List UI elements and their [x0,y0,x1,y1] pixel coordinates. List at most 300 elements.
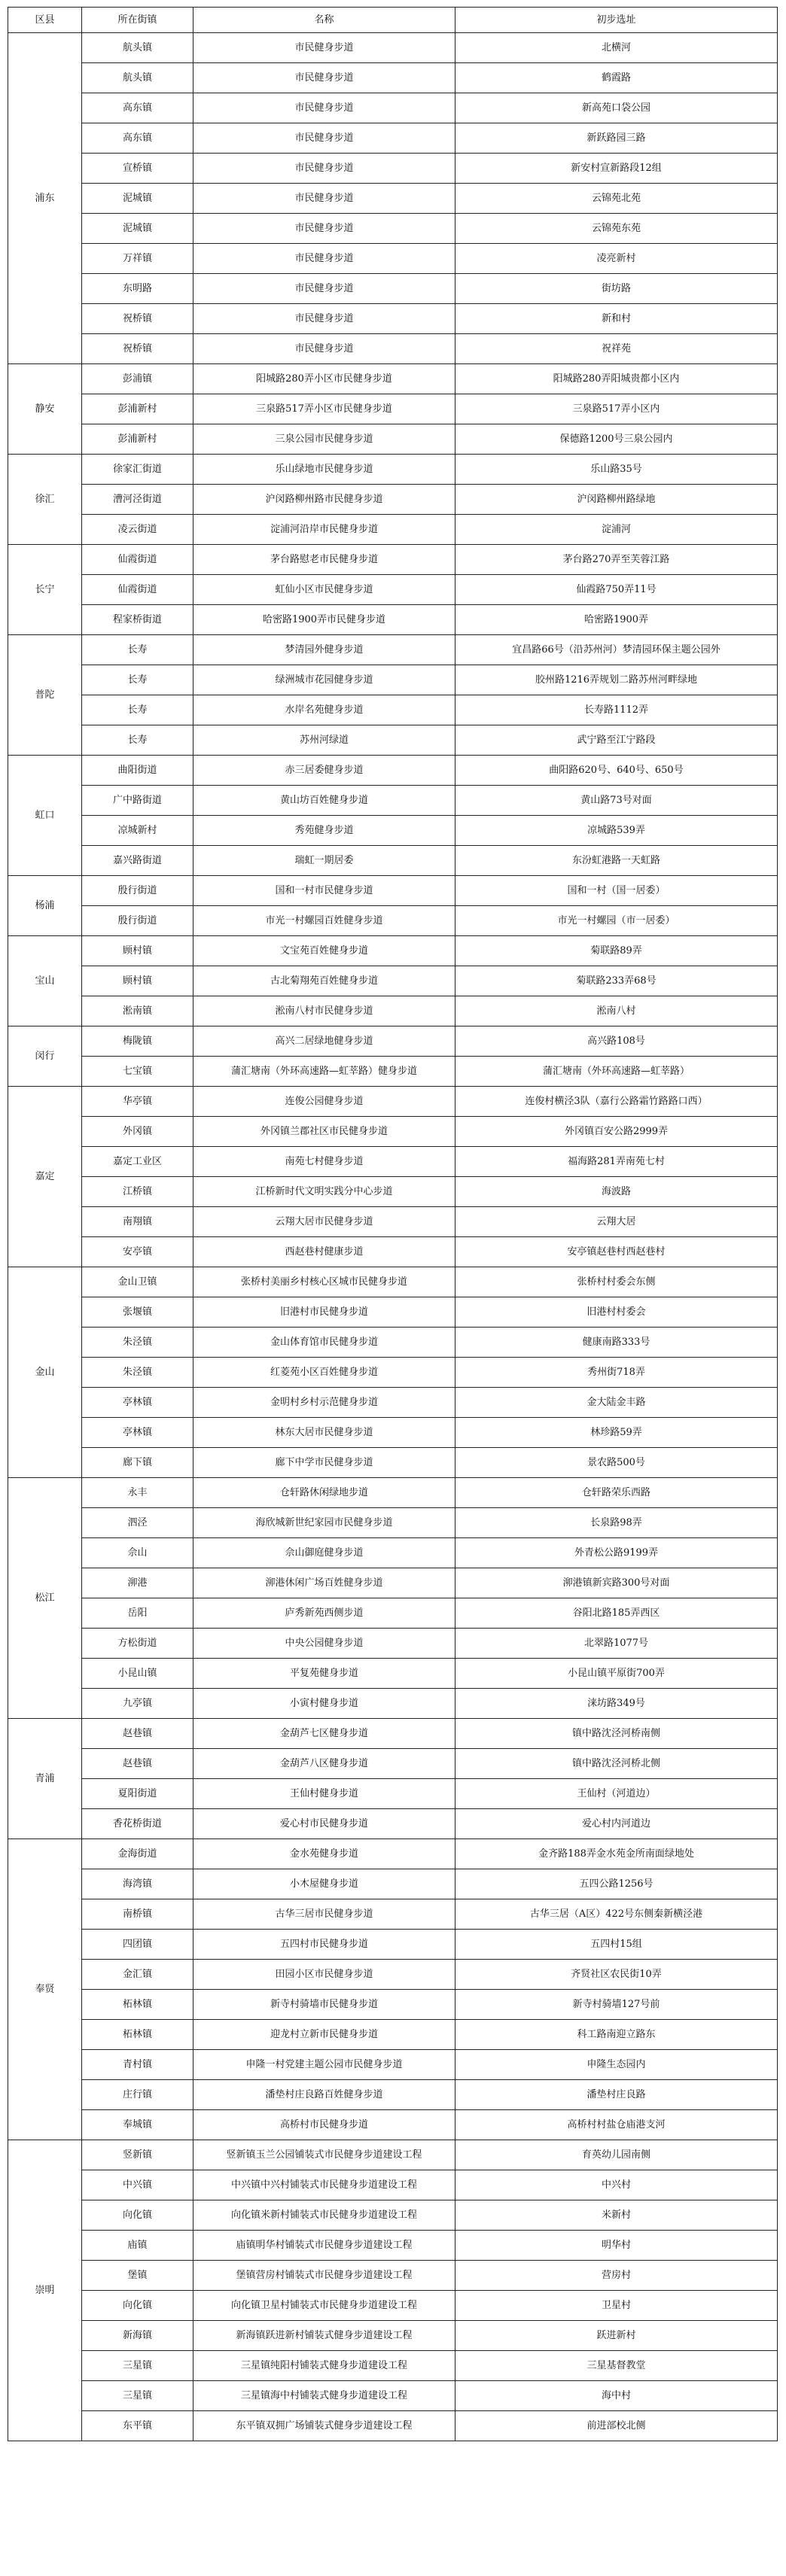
table-row [8,1629,778,1659]
street-cell: 赵巷镇 [82,1749,193,1779]
table-row [8,1328,778,1358]
name-cell: 王仙村健身步道 [193,1779,455,1809]
address-cell: 市光一村螺园（市一居委） [455,906,778,936]
street-cell: 顾村镇 [82,936,193,966]
address-cell: 北翠路1077号 [455,1629,778,1659]
name-cell: 向化镇米新村铺装式市民健身步道建设工程 [193,2200,455,2231]
address-cell: 长泉路98弄 [455,1508,778,1538]
district-cell: 长宁 [8,545,82,635]
name-cell: 南苑七村健身步道 [193,1147,455,1177]
address-cell: 连俊村横泾3队（嘉行公路霜竹路路口西） [455,1087,778,1117]
table-row [8,725,778,756]
table-row [8,2110,778,2140]
street-cell: 仙霞街道 [82,545,193,575]
table-row [8,2321,778,2351]
name-cell: 市民健身步道 [193,184,455,214]
address-cell: 仓轩路荣乐西路 [455,1478,778,1508]
street-cell: 殷行街道 [82,906,193,936]
table-row [8,2291,778,2321]
street-cell: 佘山 [82,1538,193,1568]
header-street: 所在街镇 [82,8,193,33]
address-cell: 凌亮新村 [455,244,778,274]
name-cell: 市民健身步道 [193,274,455,304]
name-cell: 淞南八村市民健身步道 [193,996,455,1026]
address-cell: 涞坊路349号 [455,1689,778,1719]
address-cell: 淀浦河 [455,515,778,545]
address-cell: 武宁路至江宁路段 [455,725,778,756]
street-cell: 彭浦镇 [82,364,193,394]
table-row [8,1930,778,1960]
table-row [8,1147,778,1177]
table-row [8,1719,778,1749]
name-cell: 三泉路517弄小区市民健身步道 [193,394,455,424]
address-cell: 金齐路188弄金水苑金所南面绿地处 [455,1839,778,1869]
street-cell: 赵巷镇 [82,1719,193,1749]
table-row [8,1779,778,1809]
address-cell: 菊联路233弄68号 [455,966,778,996]
address-cell: 三星基督教堂 [455,2351,778,2381]
address-cell: 新和村 [455,304,778,334]
street-cell: 长寿 [82,635,193,665]
street-cell: 九亭镇 [82,1689,193,1719]
address-cell: 卫星村 [455,2291,778,2321]
street-cell: 凌云街道 [82,515,193,545]
street-cell: 万祥镇 [82,244,193,274]
street-cell: 小昆山镇 [82,1659,193,1689]
table-row [8,1026,778,1057]
address-cell: 哈密路1900弄 [455,605,778,635]
table-row [8,2050,778,2080]
name-cell: 市民健身步道 [193,33,455,63]
address-cell: 中兴村 [455,2170,778,2200]
street-cell: 三星镇 [82,2351,193,2381]
name-cell: 东平镇双拥广场铺装式健身步道建设工程 [193,2411,455,2441]
table-row [8,244,778,274]
name-cell: 三星镇纯阳村铺装式健身步道建设工程 [193,2351,455,2381]
street-cell: 长寿 [82,725,193,756]
address-cell: 泖港镇新宾路300号对面 [455,1568,778,1598]
name-cell: 瑞虹一期居委 [193,846,455,876]
table-row [8,214,778,244]
table-row [8,1749,778,1779]
table-row [8,936,778,966]
table-row [8,2170,778,2200]
street-cell: 新海镇 [82,2321,193,2351]
address-cell: 科工路南迎立路东 [455,2020,778,2050]
name-cell: 阳城路280弄小区市民健身步道 [193,364,455,394]
table-body [8,33,778,2441]
address-cell: 爱心村内河道边 [455,1809,778,1839]
address-cell: 小昆山镇平原街700弄 [455,1659,778,1689]
name-cell: 佘山御庭健身步道 [193,1538,455,1568]
street-cell: 香花桥街道 [82,1809,193,1839]
name-cell: 申隆一村党建主题公园市民健身步道 [193,2050,455,2080]
table-row [8,635,778,665]
name-cell: 中央公园健身步道 [193,1629,455,1659]
street-cell: 梅陇镇 [82,1026,193,1057]
name-cell: 市民健身步道 [193,123,455,154]
name-cell: 高桥村市民健身步道 [193,2110,455,2140]
street-cell: 彭浦新村 [82,424,193,455]
name-cell: 蒲汇塘南（外环高速路—虹莘路）健身步道 [193,1057,455,1087]
table-row [8,334,778,364]
name-cell: 庙镇明华村铺装式市民健身步道建设工程 [193,2231,455,2261]
street-cell: 嘉定工业区 [82,1147,193,1177]
name-cell: 连俊公园健身步道 [193,1087,455,1117]
street-cell: 殷行街道 [82,876,193,906]
table-row [8,184,778,214]
district-cell: 奉贤 [8,1839,82,2140]
name-cell: 市民健身步道 [193,304,455,334]
street-cell: 高东镇 [82,93,193,123]
table-row [8,1809,778,1839]
street-cell: 向化镇 [82,2291,193,2321]
address-cell: 保德路1200号三泉公园内 [455,424,778,455]
street-cell: 长寿 [82,665,193,695]
address-cell: 育英幼儿园南侧 [455,2140,778,2170]
street-cell: 泖港 [82,1568,193,1598]
address-cell: 旧港村村委会 [455,1297,778,1328]
table-row [8,996,778,1026]
address-cell: 沪闵路柳州路绿地 [455,485,778,515]
table-row [8,154,778,184]
table-row [8,1689,778,1719]
street-cell: 向化镇 [82,2200,193,2231]
name-cell: 庐秀新苑西侧步道 [193,1598,455,1629]
table-row [8,1598,778,1629]
name-cell: 海欣城新世纪家园市民健身步道 [193,1508,455,1538]
header-address: 初步选址 [455,8,778,33]
street-cell: 漕河泾街道 [82,485,193,515]
street-cell: 夏阳街道 [82,1779,193,1809]
name-cell: 田园小区市民健身步道 [193,1960,455,1990]
name-cell: 市光一村螺园百姓健身步道 [193,906,455,936]
table-row [8,1388,778,1418]
name-cell: 潘垫村庄良路百姓健身步道 [193,2080,455,2110]
table-row [8,786,778,816]
table-row [8,1087,778,1117]
address-cell: 云锦苑东苑 [455,214,778,244]
street-cell: 宣桥镇 [82,154,193,184]
name-cell: 市民健身步道 [193,93,455,123]
name-cell: 乐山绿地市民健身步道 [193,455,455,485]
street-cell: 三星镇 [82,2381,193,2411]
address-cell: 新跃路园三路 [455,123,778,154]
address-cell: 张桥村村委会东侧 [455,1267,778,1297]
name-cell: 黄山坊百姓健身步道 [193,786,455,816]
name-cell: 云翔大居市民健身步道 [193,1207,455,1237]
street-cell: 亭林镇 [82,1418,193,1448]
table-row [8,756,778,786]
street-cell: 泥城镇 [82,184,193,214]
table-row [8,575,778,605]
name-cell: 茅台路慰老市民健身步道 [193,545,455,575]
district-cell: 青浦 [8,1719,82,1839]
street-cell: 祝桥镇 [82,334,193,364]
header-district: 区县 [8,8,82,33]
district-cell: 嘉定 [8,1087,82,1267]
address-cell: 长寿路1112弄 [455,695,778,725]
fitness-trail-table [8,7,778,2441]
street-cell: 东明路 [82,274,193,304]
table-row [8,1177,778,1207]
address-cell: 祝祥苑 [455,334,778,364]
table-row [8,1960,778,1990]
table-row [8,1207,778,1237]
name-cell: 绿洲城市花园健身步道 [193,665,455,695]
address-cell: 菊联路89弄 [455,936,778,966]
name-cell: 外冈镇兰郡社区市民健身步道 [193,1117,455,1147]
address-cell: 海中村 [455,2381,778,2411]
address-cell: 潘垫村庄良路 [455,2080,778,2110]
table-row [8,364,778,394]
street-cell: 彭浦新村 [82,394,193,424]
table-row [8,1869,778,1899]
address-cell: 米新村 [455,2200,778,2231]
street-cell: 奉城镇 [82,2110,193,2140]
name-cell: 文宝苑百姓健身步道 [193,936,455,966]
district-cell: 虹口 [8,756,82,876]
table-row [8,424,778,455]
address-cell: 北横河 [455,33,778,63]
table-row [8,304,778,334]
street-cell: 安亭镇 [82,1237,193,1267]
street-cell: 竖新镇 [82,2140,193,2170]
name-cell: 红菱苑小区百姓健身步道 [193,1358,455,1388]
table-row [8,123,778,154]
address-cell: 前进部校北侧 [455,2411,778,2441]
name-cell: 迎龙村立新市民健身步道 [193,2020,455,2050]
address-cell: 谷阳北路185弄西区 [455,1598,778,1629]
street-cell: 江桥镇 [82,1177,193,1207]
name-cell: 泖港休闲广场百姓健身步道 [193,1568,455,1598]
table-row [8,2351,778,2381]
name-cell: 高兴二居绿地健身步道 [193,1026,455,1057]
name-cell: 市民健身步道 [193,214,455,244]
table-row [8,1237,778,1267]
table-row [8,1538,778,1568]
address-cell: 鹤霞路 [455,63,778,93]
name-cell: 国和一村市民健身步道 [193,876,455,906]
district-cell: 崇明 [8,2140,82,2441]
address-cell: 曲阳路620号、640号、650号 [455,756,778,786]
district-cell: 浦东 [8,33,82,364]
address-cell: 外青松公路9199弄 [455,1538,778,1568]
district-cell: 徐汇 [8,455,82,545]
street-cell: 廊下镇 [82,1448,193,1478]
street-cell: 泥城镇 [82,214,193,244]
table-row [8,846,778,876]
address-cell: 仙霞路750弄11号 [455,575,778,605]
table-row [8,1568,778,1598]
street-cell: 亭林镇 [82,1388,193,1418]
street-cell: 方松街道 [82,1629,193,1659]
address-cell: 凉城路539弄 [455,816,778,846]
name-cell: 秀苑健身步道 [193,816,455,846]
address-cell: 国和一村（国一居委） [455,876,778,906]
table-row [8,1899,778,1930]
table-row [8,545,778,575]
table-row [8,455,778,485]
table-row [8,2411,778,2441]
street-cell: 祝桥镇 [82,304,193,334]
address-cell: 云锦苑北苑 [455,184,778,214]
address-cell: 新高苑口袋公园 [455,93,778,123]
name-cell: 小木屋健身步道 [193,1869,455,1899]
address-cell: 福海路281弄南苑七村 [455,1147,778,1177]
table-row [8,1057,778,1087]
name-cell: 金葫芦八区健身步道 [193,1749,455,1779]
address-cell: 蒲汇塘南（外环高速路—虹莘路） [455,1057,778,1087]
street-cell: 海湾镇 [82,1869,193,1899]
name-cell: 张桥村美丽乡村核心区城市民健身步道 [193,1267,455,1297]
street-cell: 凉城新村 [82,816,193,846]
address-cell: 胶州路1216弄规划二路苏州河畔绿地 [455,665,778,695]
name-cell: 竖新镇玉兰公园铺装式市民健身步道建设工程 [193,2140,455,2170]
street-cell: 柘林镇 [82,2020,193,2050]
name-cell: 堡镇营房村铺装式市民健身步道建设工程 [193,2261,455,2291]
address-cell: 王仙村（河道边） [455,1779,778,1809]
name-cell: 沪闵路柳州路市民健身步道 [193,485,455,515]
street-cell: 外冈镇 [82,1117,193,1147]
district-cell: 宝山 [8,936,82,1026]
name-cell: 市民健身步道 [193,334,455,364]
table-row [8,1297,778,1328]
table-row [8,2140,778,2170]
table-row [8,33,778,63]
table-row [8,695,778,725]
address-cell: 乐山路35号 [455,455,778,485]
name-cell: 平复苑健身步道 [193,1659,455,1689]
address-cell: 景农路500号 [455,1448,778,1478]
table-row [8,1448,778,1478]
table-row [8,2231,778,2261]
address-cell: 阳城路280弄阳城贵都小区内 [455,364,778,394]
street-cell: 华亭镇 [82,1087,193,1117]
name-cell: 金葫芦七区健身步道 [193,1719,455,1749]
address-cell: 镇中路沈泾河桥南侧 [455,1719,778,1749]
street-cell: 柘林镇 [82,1990,193,2020]
table-row [8,394,778,424]
address-cell: 五四公路1256号 [455,1869,778,1899]
table-row [8,605,778,635]
street-cell: 金海街道 [82,1839,193,1869]
name-cell: 林东大居市民健身步道 [193,1418,455,1448]
name-cell: 旧港村市民健身步道 [193,1297,455,1328]
table-row [8,2261,778,2291]
name-cell: 市民健身步道 [193,154,455,184]
street-cell: 航头镇 [82,33,193,63]
name-cell: 古华三居市民健身步道 [193,1899,455,1930]
table-row [8,63,778,93]
address-cell: 黄山路73号对面 [455,786,778,816]
district-cell: 松江 [8,1478,82,1719]
street-cell: 金山卫镇 [82,1267,193,1297]
table-row [8,1659,778,1689]
address-cell: 三泉路517弄小区内 [455,394,778,424]
address-cell: 海波路 [455,1177,778,1207]
address-cell: 金大陆金丰路 [455,1388,778,1418]
address-cell: 新寺村骑墙127号前 [455,1990,778,2020]
address-cell: 安亭镇赵巷村西赵巷村 [455,1237,778,1267]
table-row [8,1418,778,1448]
street-cell: 张堰镇 [82,1297,193,1328]
street-cell: 顾村镇 [82,966,193,996]
district-cell: 闵行 [8,1026,82,1087]
table-row [8,906,778,936]
table-row [8,1117,778,1147]
name-cell: 廊下中学市民健身步道 [193,1448,455,1478]
name-cell: 中兴镇中兴村铺装式市民健身步道建设工程 [193,2170,455,2200]
district-cell: 静安 [8,364,82,455]
street-cell: 中兴镇 [82,2170,193,2200]
street-cell: 永丰 [82,1478,193,1508]
street-cell: 庄行镇 [82,2080,193,2110]
address-cell: 秀州街718弄 [455,1358,778,1388]
street-cell: 航头镇 [82,63,193,93]
street-cell: 淞南镇 [82,996,193,1026]
address-cell: 茅台路270弄至芙蓉江路 [455,545,778,575]
district-cell: 杨浦 [8,876,82,936]
address-cell: 街坊路 [455,274,778,304]
table-row [8,1267,778,1297]
name-cell: 金山体育馆市民健身步道 [193,1328,455,1358]
address-cell: 高兴路108号 [455,1026,778,1057]
address-cell: 云翔大居 [455,1207,778,1237]
name-cell: 新寺村骑墙市民健身步道 [193,1990,455,2020]
table-row [8,876,778,906]
table-row [8,515,778,545]
name-cell: 哈密路1900弄市民健身步道 [193,605,455,635]
address-cell: 高桥村村盐仓庙港支河 [455,2110,778,2140]
address-cell: 五四村15组 [455,1930,778,1960]
street-cell: 金汇镇 [82,1960,193,1990]
street-cell: 曲阳街道 [82,756,193,786]
name-cell: 新海镇跃进新村铺装式健身步道建设工程 [193,2321,455,2351]
address-cell: 明华村 [455,2231,778,2261]
street-cell: 庙镇 [82,2231,193,2261]
name-cell: 市民健身步道 [193,63,455,93]
street-cell: 四团镇 [82,1930,193,1960]
name-cell: 西赵巷村健康步道 [193,1237,455,1267]
address-cell: 古华三居（A区）422号东侧秦新横泾港 [455,1899,778,1930]
address-cell: 宜昌路66号（沿苏州河）梦清园环保主题公园外 [455,635,778,665]
address-cell: 林珍路59弄 [455,1418,778,1448]
address-cell: 营房村 [455,2261,778,2291]
street-cell: 广中路街道 [82,786,193,816]
name-cell: 小寅村健身步道 [193,1689,455,1719]
street-cell: 长寿 [82,695,193,725]
street-cell: 朱泾镇 [82,1328,193,1358]
address-cell: 跃进新村 [455,2321,778,2351]
name-cell: 爱心村市民健身步道 [193,1809,455,1839]
street-cell: 仙霞街道 [82,575,193,605]
name-cell: 江桥新时代文明实践分中心步道 [193,1177,455,1207]
table-row [8,1990,778,2020]
address-cell: 淞南八村 [455,996,778,1026]
table-row [8,966,778,996]
name-cell: 三星镇海中村铺装式健身步道建设工程 [193,2381,455,2411]
name-cell: 三泉公园市民健身步道 [193,424,455,455]
table-row [8,2381,778,2411]
address-cell: 申隆生态园内 [455,2050,778,2080]
street-cell: 南翔镇 [82,1207,193,1237]
address-cell: 健康南路333号 [455,1328,778,1358]
street-cell: 程家桥街道 [82,605,193,635]
address-cell: 东汾虹港路一天虹路 [455,846,778,876]
table-row [8,2020,778,2050]
table-header-row [8,8,778,33]
